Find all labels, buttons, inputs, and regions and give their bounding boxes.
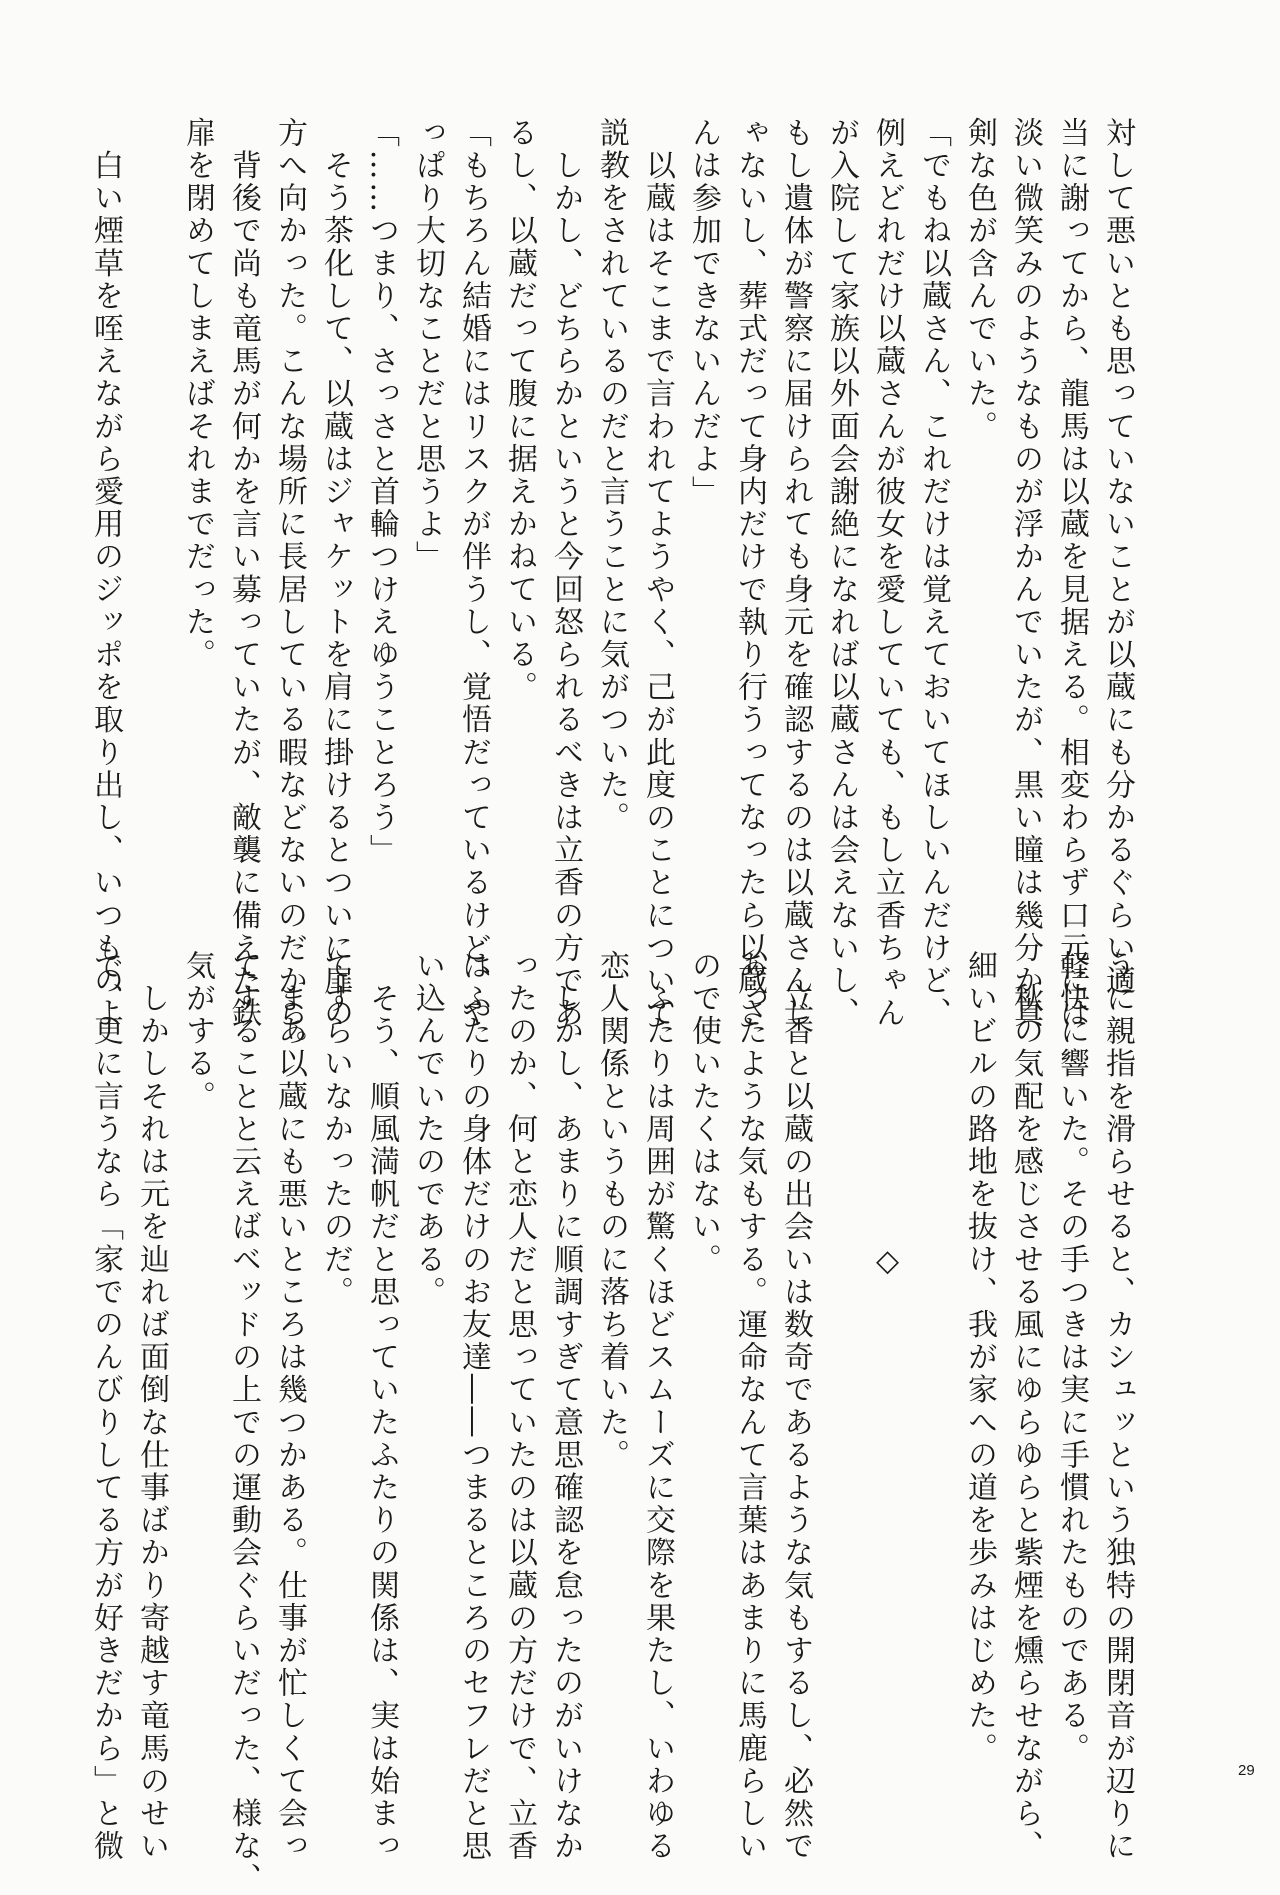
text-line: ので使いたくはない。	[686, 950, 721, 1276]
text-line: ったのか、何と恋人だと思っていたのは以蔵の方だけで、立香	[502, 950, 537, 1863]
text-line: 白い煙草を咥えながら愛用のジッポを取り出し、いつものよ	[88, 117, 123, 1030]
text-line: で、更に言うなら「家でのんびりしてる方が好きだから」と微	[88, 950, 123, 1863]
text-line: 方へ向かった。こんな場所に長居している暇などないのだから。	[272, 117, 307, 1063]
text-line: るし、以蔵だって腹に据えかねている。	[502, 117, 537, 704]
text-line: 説教をされているのだと言うことに気がついた。	[594, 117, 629, 835]
text-line: はふたりの身体だけのお友達――つまるところのセフレだと思	[456, 950, 491, 1863]
text-line: んは参加できないんだよ」	[686, 117, 721, 509]
text-line: 扉を閉めてしまえばそれまでだった。	[180, 117, 215, 672]
text-line: が入院して家族以外面会謝絶になれば以蔵さんは会えないし、	[824, 117, 859, 1030]
text-line: 当に謝ってから、龍馬は以蔵を見据える。相変わらず口元には	[1054, 117, 1089, 1030]
text-line: 以蔵はそこまで言われてようやく、己が此度のことについて	[640, 117, 675, 1030]
text-line: 背後で尚も竜馬が何かを言い募っていたが、敵襲に備えた鉄	[226, 117, 261, 1030]
text-line: しかし、どちらかというと今回怒られるべきは立香の方であ	[548, 117, 583, 1030]
text-line: まあ以蔵にも悪いところは幾つかある。仕事が忙しくて会っ	[272, 950, 307, 1863]
page-number: 29	[1238, 1762, 1255, 1779]
text-line: っぱり大切なことだと思うよ」	[410, 117, 445, 574]
text-line: うに親指を滑らせると、カシュッという独特の開閉音が辺りに	[1100, 950, 1135, 1863]
text-block-lower	[82, 950, 1140, 1895]
text-line: ゃないし、葬式だって身内だけで執り行うってなったら以蔵さ	[732, 117, 767, 1030]
text-line: 気がする。	[180, 950, 215, 1113]
text-line: 例えどれだけ以蔵さんが彼女を愛していても、もし立香ちゃん	[870, 117, 905, 1030]
text-line: 秋の気配を感じさせる風にゆらゆらと紫煙を燻らせながら、	[1008, 950, 1043, 1863]
text-line: あったような気もする。運命なんて言葉はあまりに馬鹿らしい	[732, 950, 767, 1863]
text-line: 剣な色が含んでいた。	[962, 117, 997, 443]
text-line: もし遺体が警察に届けられても身元を確認するのは以蔵さんじ	[778, 117, 813, 1030]
text-line: てすることと云えばベッドの上での運動会ぐらいだった、様な、	[226, 950, 261, 1895]
text-line: 淡い微笑みのようなものが浮かんでいたが、黒い瞳は幾分か真	[1008, 117, 1043, 1030]
text-line: そう茶化して、以蔵はジャケットを肩に掛けるとついに扉の	[318, 117, 353, 1030]
text-line: 「でもね以蔵さん、これだけは覚えておいてほしいんだけど、	[916, 117, 951, 1030]
text-line	[910, 950, 956, 1730]
text-line	[818, 950, 864, 1730]
text-line: 対して悪いとも思っていないことが以蔵にも分かるぐらい適	[1100, 117, 1135, 998]
text-line: 軽快に響いた。その手つきは実に手慣れたものである。	[1054, 950, 1089, 1765]
text-line: しかしそれは元を辿れば面倒な仕事ばかり寄越す竜馬のせい	[134, 950, 169, 1863]
text-line	[128, 117, 174, 897]
text-line: そう、順風満帆だと思っていたふたりの関係は、実は始まっ	[364, 950, 399, 1863]
text-line: 立香と以蔵の出会いは数奇であるような気もするし、必然で	[778, 950, 813, 1863]
text-line: 「……つまり、さっさと首輪つけえゆうことろう」	[364, 117, 399, 867]
text-line: ふたりは周囲が驚くほどスムーズに交際を果たし、いわゆる	[640, 950, 675, 1863]
text-line: 恋人関係というものに落ち着いた。	[594, 950, 629, 1472]
text-line: ◇	[870, 950, 905, 1281]
text-line: い込んでいたのである。	[410, 950, 445, 1309]
text-line: 細いビルの路地を抜け、我が家への道を歩みはじめた。	[962, 950, 997, 1765]
text-line: てすらいなかったのだ。	[318, 950, 353, 1309]
text-line: 「もちろん結婚にはリスクが伴うし、覚悟だっているけど、や	[456, 117, 491, 1030]
text-line: しかし、あまりに順調すぎて意思確認を怠ったのがいけなか	[548, 950, 583, 1863]
